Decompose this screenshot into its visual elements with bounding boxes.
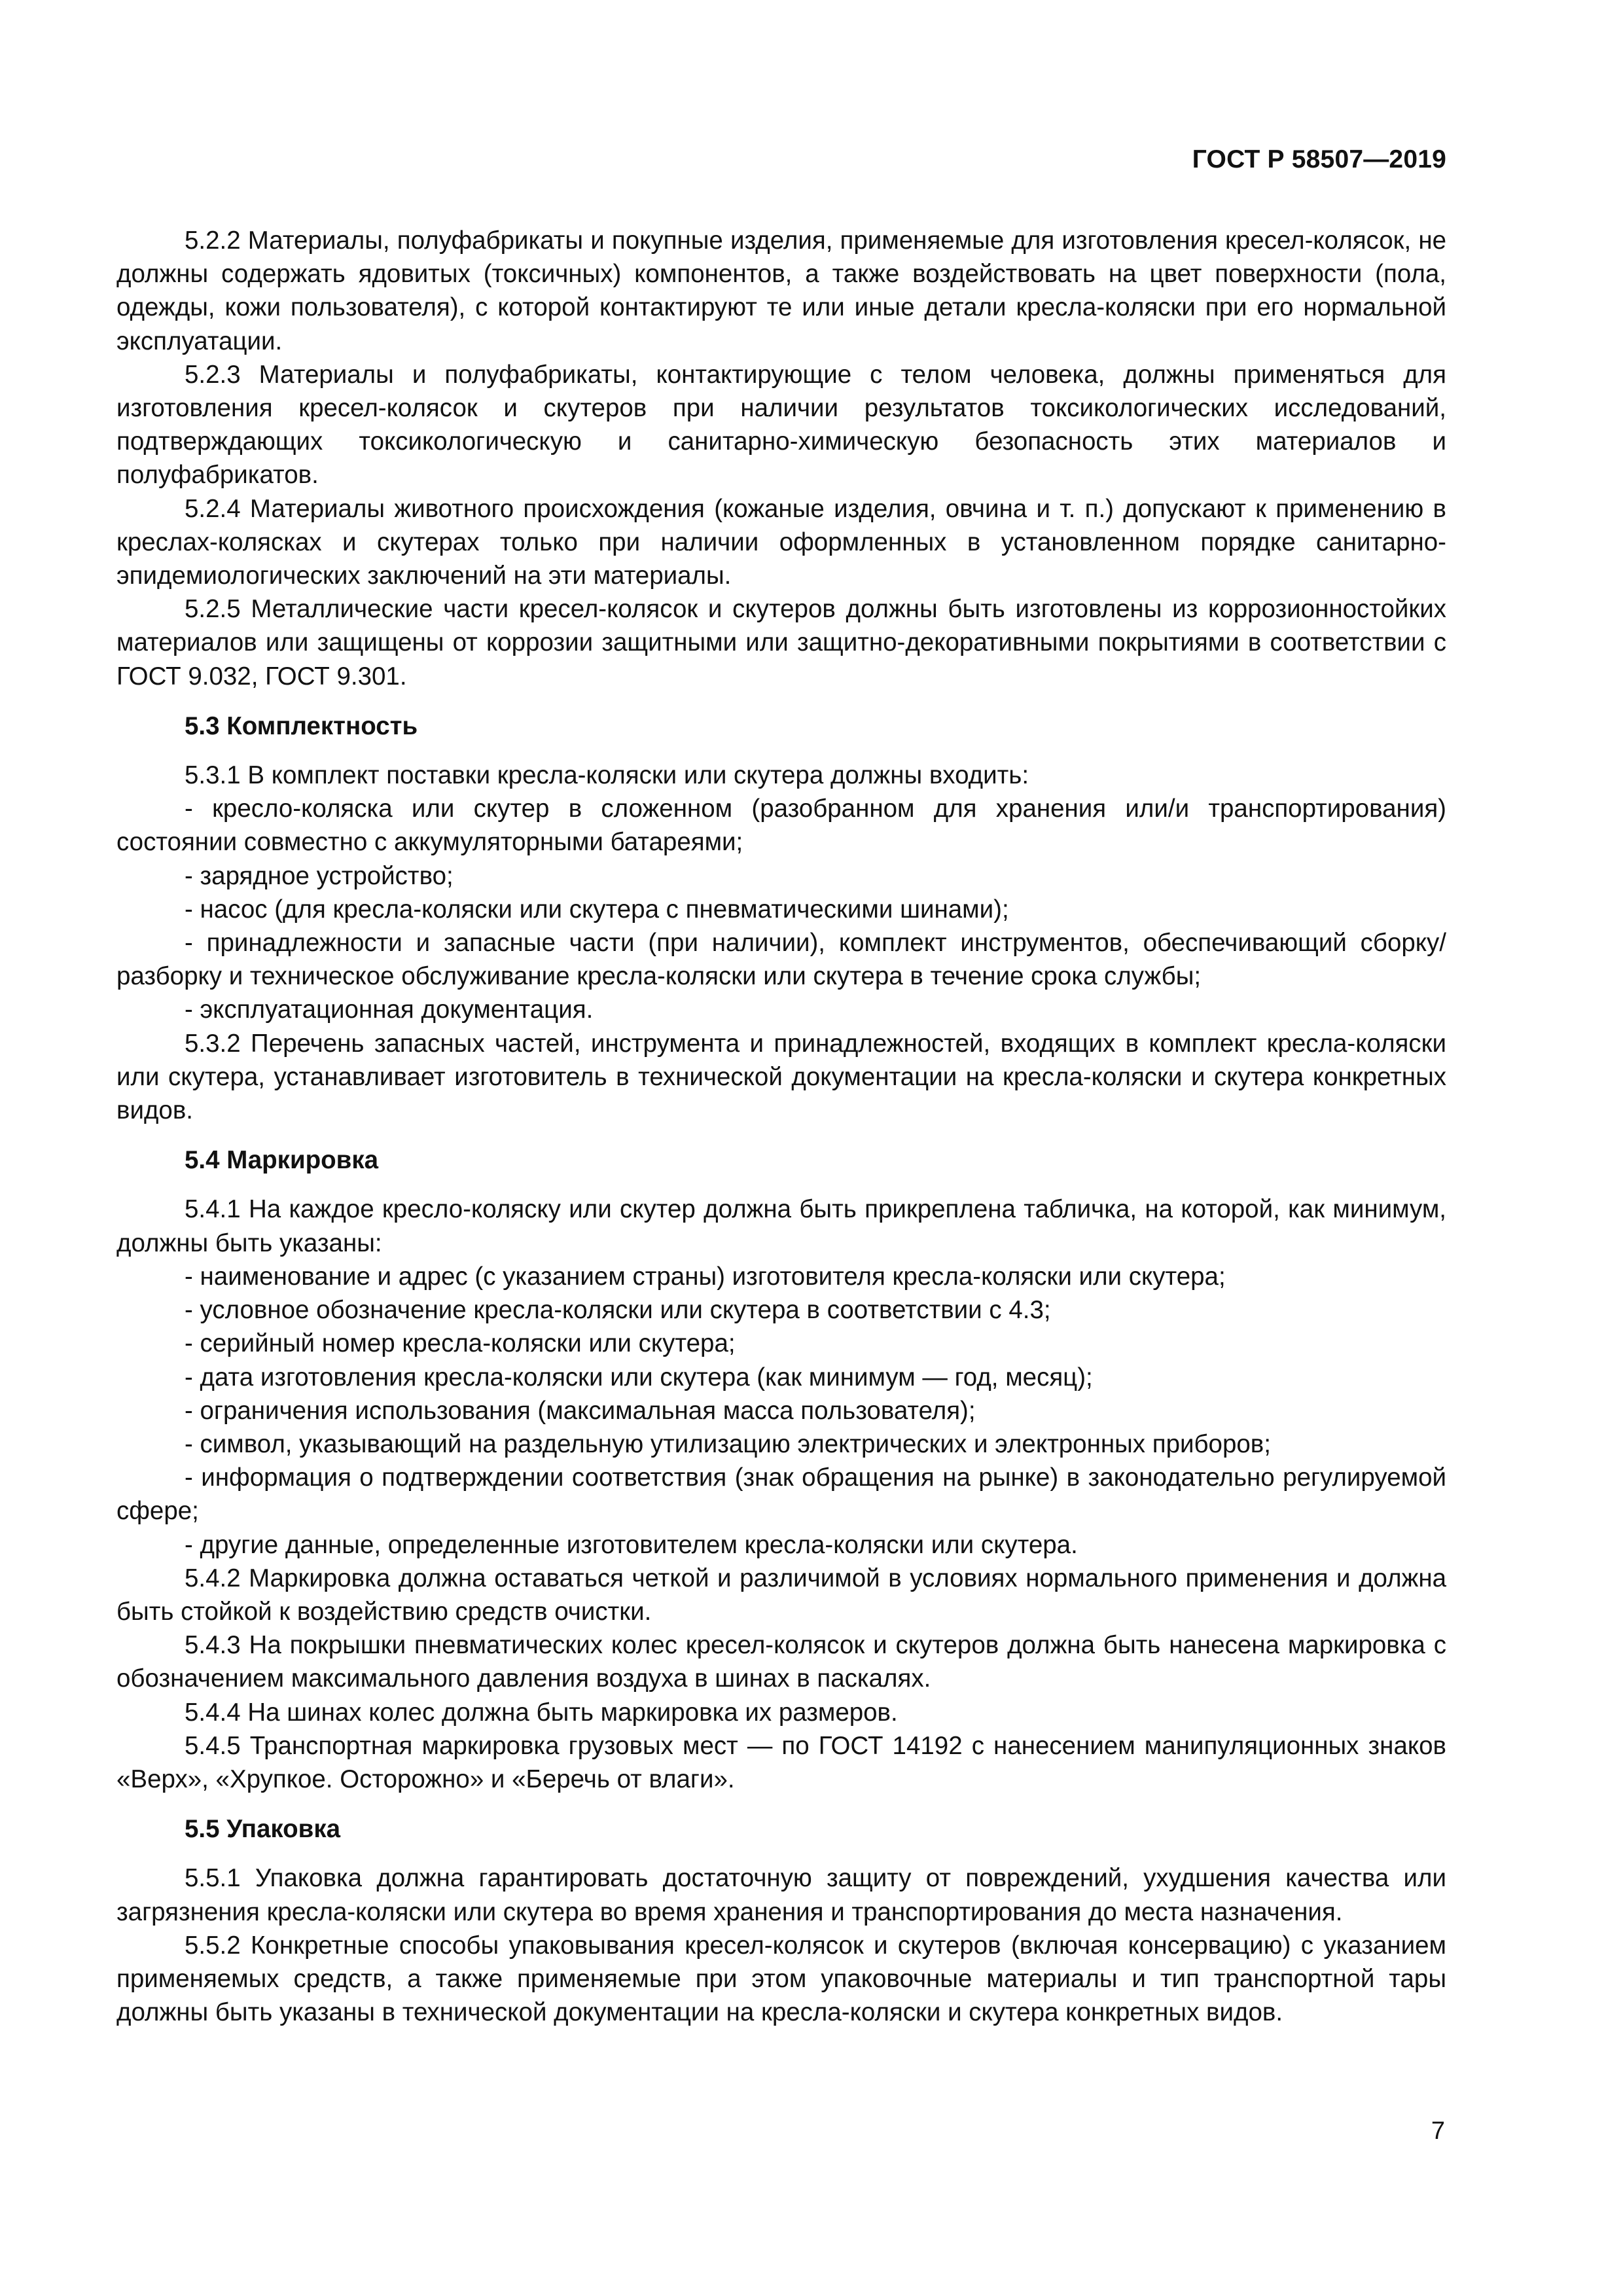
paragraph-5-4-2: 5.4.2 Маркировка должна оставаться четкой и различимой в условиях нормального применения и должна быть стойкой к воздействию средств очистки. xyxy=(116,1564,1446,1626)
list-item: - условное обозначение кресла-коляски или скутера в соответствии с 4.3; xyxy=(185,1296,1051,1325)
list-item: - символ, указывающий на раздельную утилизацию электрических и электронных приборов; xyxy=(185,1429,1271,1458)
list-item: - информация о подтверждении соответствия (знак обращения на рынке) в законодательно регулируемой сфере; xyxy=(116,1463,1446,1526)
list-item: - кресло-коляска или скутер в сложенном (разобранном для хранения или/и транспортирования) состоянии совместно с аккумуляторными батареями; xyxy=(116,795,1446,857)
section-heading-5-5: 5.5 Упаковка xyxy=(185,1815,340,1844)
document-body xyxy=(116,224,1446,2029)
list-item: - другие данные, определенные изготовителем кресла-коляски или скутера. xyxy=(185,1530,1078,1559)
paragraph-5-2-4: 5.2.4 Материалы животного происхождения (кожаные изделия, овчина и т. п.) допускают к применению в креслах-колясках и скутерах только при наличии оформленных в установленном порядке санитарно-эпидемиологических заключений на эти материалы. xyxy=(116,494,1446,590)
document-page xyxy=(116,0,1446,2296)
list-item: - принадлежности и запасные части (при наличии), комплект инструментов, обеспечивающий сборку/разборку и техническое обслуживание кресла-коляски или скутера в течение срока службы; xyxy=(116,929,1446,991)
paragraph-5-2-5: 5.2.5 Металлические части кресел-колясок и скутеров должны быть изготовлены из коррозионностойких материалов или защищены от коррозии защитными или защитно-декоративными покрытиями в соответствии с ГОСТ 9.032, ГОСТ 9.301. xyxy=(116,595,1446,691)
list-item: - серийный номер кресла-коляски или скутера; xyxy=(185,1329,736,1358)
paragraph-5-4-5: 5.4.5 Транспортная маркировка грузовых мест — по ГОСТ 14192 с нанесением манипуляционных знаков «Верх», «Хрупкое. Осторожно» и «Беречь от влаги». xyxy=(116,1731,1446,1793)
paragraph-5-5-2: 5.5.2 Конкретные способы упаковывания кресел-колясок и скутеров (включая консервацию) с указанием применяемых средств, а также применяемые при этом упаковочные материалы и тип транспортной тары должны быть указаны в технической документации на кресла-коляски и скутера конкретных видов. xyxy=(116,1931,1446,2027)
paragraph-5-4-4: 5.4.4 На шинах колес должна быть маркировка их размеров. xyxy=(185,1698,898,1727)
page-number: 7 xyxy=(1431,2117,1445,2145)
section-heading-5-3: 5.3 Комплектность xyxy=(185,711,418,740)
list-item: - ограничения использования (максимальная масса пользователя); xyxy=(185,1396,976,1425)
list-item: - зарядное устройство; xyxy=(185,861,454,890)
paragraph-5-5-1: 5.5.1 Упаковка должна гарантировать достаточную защиту от повреждений, ухудшения качества или загрязнения кресла-коляски или скутера во время хранения и транспортирования до места назначения. xyxy=(116,1864,1446,1926)
paragraph-5-3-2: 5.3.2 Перечень запасных частей, инструмента и принадлежностей, входящих в комплект кресла-коляски или скутера, устанавливает изготовитель в технической документации на кресла-коляски и скутера конкретных видов. xyxy=(116,1029,1446,1125)
paragraph-5-2-3: 5.2.3 Материалы и полуфабрикаты, контактирующие с телом человека, должны применяться для изготовления кресел-колясок и скутеров при наличии результатов токсикологических исследований, подтверждающих токсикологическую и санитарно-химическую безопасность этих материалов и полуфабрикатов. xyxy=(116,360,1446,490)
list-item: - насос (для кресла-коляски или скутера с пневматическими шинами); xyxy=(185,895,1009,924)
standard-designation: ГОСТ Р 58507—2019 xyxy=(1192,145,1446,173)
section-heading-5-4: 5.4 Маркировка xyxy=(185,1146,379,1175)
paragraph-5-4-3: 5.4.3 На покрышки пневматических колес кресел-колясок и скутеров должна быть нанесена маркировка с обозначением максимального давления воздуха в шинах в паскалях. xyxy=(116,1631,1446,1693)
paragraph-5-4-1: 5.4.1 На каждое кресло-коляску или скутер должна быть прикреплена табличка, на которой, как минимум, должны быть указаны: xyxy=(116,1195,1446,1257)
list-item: - эксплуатационная документация. xyxy=(185,996,594,1024)
list-item: - дата изготовления кресла-коляски или скутера (как минимум — год, месяц); xyxy=(185,1363,1093,1391)
paragraph-5-3-1: 5.3.1 В комплект поставки кресла-коляски или скутера должны входить: xyxy=(185,761,1029,790)
list-item: - наименование и адрес (с указанием страны) изготовителя кресла-коляски или скутера; xyxy=(185,1262,1226,1291)
paragraph-5-2-2: 5.2.2 Материалы, полуфабрикаты и покупные изделия, применяемые для изготовления кресел-колясок, не должны содержать ядовитых (токсичных) компонентов, а также воздействовать на цвет поверхности (пола, одежды, кожи пользователя), с которой контактируют те или иные детали кресла-коляски при его нормальной эксплуатации. xyxy=(116,226,1446,355)
